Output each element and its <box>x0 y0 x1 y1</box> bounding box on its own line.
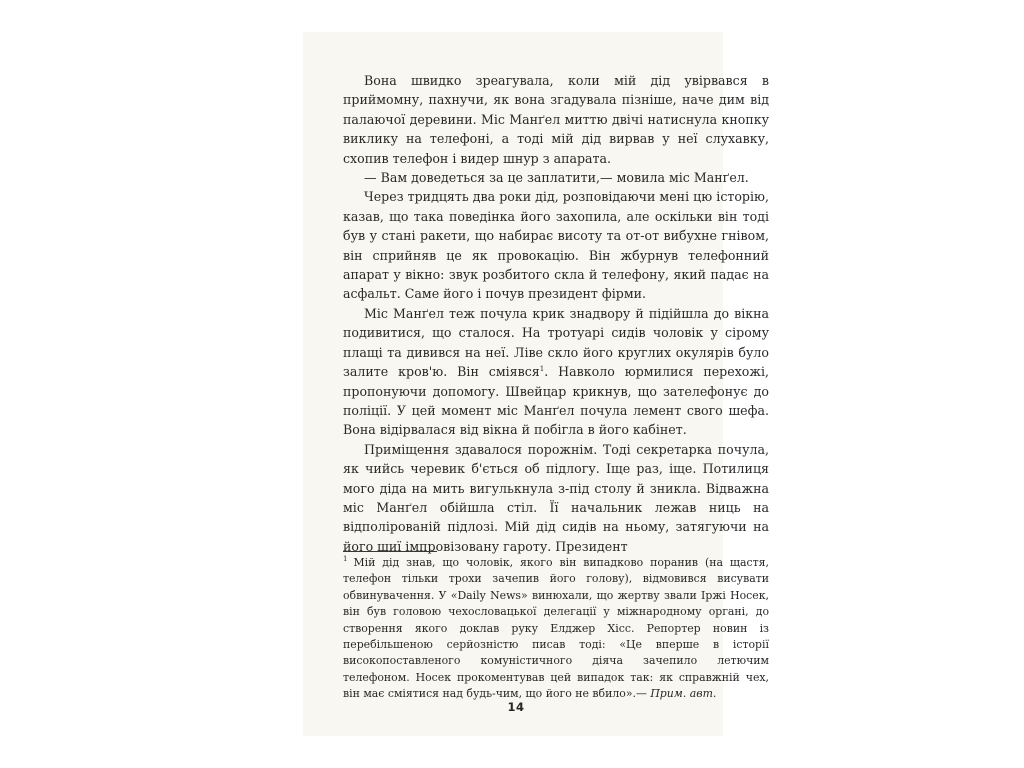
paragraph-2: — Вам доведеться за це заплатити,— мовила міс Манґел. <box>364 170 749 186</box>
book-page <box>303 32 770 736</box>
footnote-reference: 1 <box>539 364 545 373</box>
paragraph-4-end: . Навколо юрмилися перехожі, пропонуючи допомогу. Швейцар крикнув, що зателефонує до поліції. У цей момент міс Манґел почула лемент свого шефа. Вона відірвалася від вікна й побігла в його кабінет. <box>343 364 770 438</box>
footnote <box>343 555 769 703</box>
footnote-text: Мій дід знав, що чоловік, якого він випадково поранив (на щастя, телефон тільки трохи зачепив його голову), відмовився висувати обвинувачення. У «Daily News» винюхали, що жертву звали Іржі Носек, він був головою чехословацької делегації у міжнародному органі, до створення якого доклав руку Елджер Хісс. Репортер новин із перебільшеною серйозністю писав тоді: «Це вперше в історії високопоставленого комуністичного діяча зачепило летючим телефоном. Носек прокоментував цей випадок так: як справжній чех, він має сміятися над будь-чим, що його не вбило».— <box>343 556 769 701</box>
paragraph-4-start: Міс Манґел теж почула крик знадвору й підійшла до вікна подивитися, що сталося. На тротуарі сидів чоловік у сірому плащі та дивився на неї. Ліве скло його круглих окулярів було залите кров'ю. Він сміявся <box>343 305 769 380</box>
paragraph-4 <box>343 304 769 440</box>
footnote-mark: 1 <box>343 555 348 564</box>
main-text <box>343 71 769 556</box>
page-number: 14 <box>507 700 525 714</box>
footnote-divider <box>343 551 437 552</box>
paragraph-3: Через тридцять два роки дід, розповідаючи мені цю історію, казав, що така поведінка його захопила, але оскільки він тоді був у стані ракети, що набирає висоту та от-от вибухне гнівом, він сприйняв це як провокацію. Він жбурнув телефонний апарат у вікно: звук розбитого скла й телефону, який падає на асфальт. Саме його і почув президент фірми. <box>343 189 769 302</box>
paragraph-1: Вона швидко зреагувала, коли мій дід увірвався в приймомну, пахнучи, як вона згадувала пізніше, наче дим від палаючої деревини. Міс Манґел миттю двічі натиснула кнопку виклику на телефоні, а тоді мій дід вирвав у неї слухавку, схопив телефон і видер шнур з апарата. <box>343 73 769 166</box>
paragraph-5: Приміщення здавалося порожнім. Тоді секретарка почула, як чийсь черевик б'ється об підлогу. Іще раз, іще. Потилиця мого діда на мить вигулькнула з-під столу й зникла. Відважна міс Манґел обійшла стіл. Її начальник лежав ниць на відполірованій підлозі. Мій дід сидів на ньому, затягуючи на його шиї імпровізовану гароту. Президент <box>343 441 769 554</box>
footnote-author-note: Прим. авт. <box>650 687 717 701</box>
